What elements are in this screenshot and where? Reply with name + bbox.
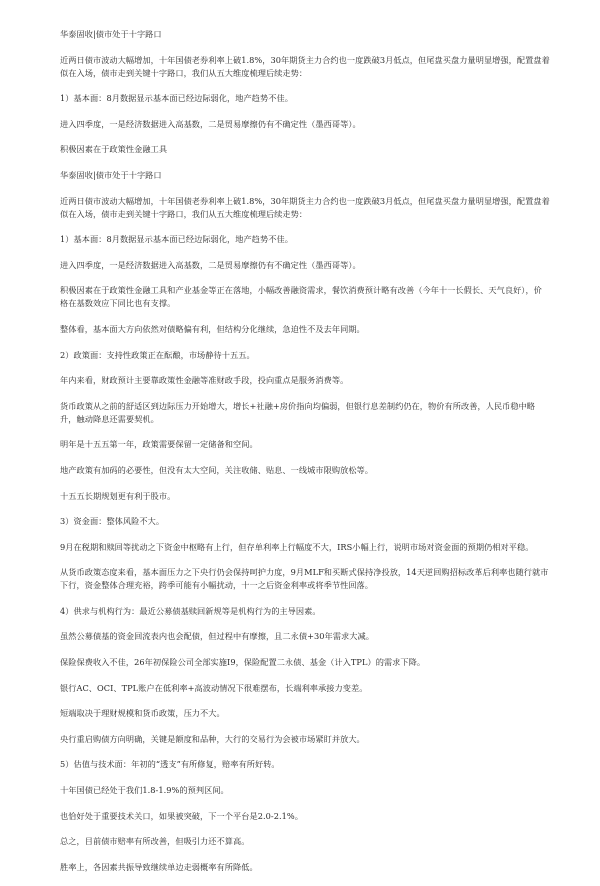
supply-demand-heading: 4）供求与机构行为：最近公募债基赎回新规等是机构行为的主导因素。 (60, 605, 321, 616)
paragraph: 保险保费收入不佳，26年初保险公司全部实施I9，保险配置二永债、基金（计入TPL）的需求下降。 (60, 657, 426, 668)
liquidity-heading: 3）资金面：整体风险不大。 (60, 516, 165, 527)
paragraph: 银行AC、OCI、TPL账户在低利率+高波动情况下很难摆布，长端利率承接力变差。 (60, 682, 368, 693)
paragraph: 9月在税期和赎回等扰动之下资金中枢略有上行，但存单利率上行幅度不大，IRS小幅上行，说明市场对资金面的预期仍相对平稳。 (60, 541, 534, 552)
paragraph: 总之，目前债市赔率有所改善，但吸引力还不算高。 (60, 836, 250, 847)
paragraph: 虽然公募债基的资金回流表内也会配债，但过程中有摩擦，且二永债+30年需求大减。 (60, 631, 374, 642)
paragraph: 也恰好处于重要技术关口，如果被突破，下一个平台是2.0-2.1%。 (60, 810, 303, 821)
paragraph: 地产政策有加码的必要性，但没有太大空间，关注收储、贴息、一线城市限购放松等。 (60, 464, 374, 475)
paragraph: 年内来看，财政预计主要靠政策性金融等准财政手段，投向重点是服务消费等。 (60, 375, 349, 386)
paragraph: 十五五长期规划更有利于股市。 (60, 490, 176, 501)
paragraph: 整体看，基本面大方向依然对债略偏有利，但结构分化继续，急迫性不及去年同期。 (60, 323, 365, 334)
paragraph: 近两日债市波动大幅增加，十年国债老券利率上破1.8%，30年期货主力合约也一度跌破3月低点，但尾盘买盘力量明显增强，配置盘着似在入场，债市走到关键十字路口，我们从五大维度梳理后续走势： (60, 195, 550, 219)
paragraph: 明年是十五五第一年，政策需要保留一定储备和空间。 (60, 439, 258, 450)
paragraph: 积极因素在于政策性金融工具和产业基金等正在落地，小幅改善融资需求，餐饮消费预计略有改善（今年十一长假长、天气良好），价格在基数效应下同比也有支撑。 (60, 285, 542, 309)
fundamentals-heading: 1）基本面：8月数据显示基本面已经边际弱化，地产趋势不佳。 (60, 93, 293, 104)
doc-title: 华泰固收|债市处于十字路口 (60, 29, 162, 39)
paragraph: 胜率上，各因素共振导致继续单边走弱概率有所降低。 (60, 861, 258, 872)
document-page (60, 28, 550, 886)
paragraph: 央行重启购债方向明确，关键是额度和品种，大行的交易行为会被市场紧盯并放大。 (60, 733, 365, 744)
paragraph: 进入四季度，一是经济数据进入高基数，二是贸易摩擦仍有不确定性（墨西哥等）。 (60, 259, 361, 270)
paragraph: 短端取决于理财规模和货币政策，压力不大。 (60, 708, 225, 719)
paragraph: 十年国债已经处于我们1.8-1.9%的预判区间。 (60, 785, 229, 796)
paragraph: 进入四季度，一是经济数据进入高基数，二是贸易摩擦仍有不确定性（墨西哥等）。 (60, 118, 361, 129)
paragraph: 货币政策从之前的舒适区到边际压力开始增大，增长+社融+房价指向均偏弱，但银行息差制约仍在，物价有所改善，人民币稳中略升，触动降息还需要契机。 (60, 400, 536, 424)
paragraph: 从货币政策态度来看，基本面压力之下央行仍会保持呵护力度，9月MLF和买断式保持净投放，14天逆回购招标改革后利率也随行就市下行，资金整体合理充裕，跨季可能有小幅扰动，十一之后资金利率或将季节性回落。 (60, 567, 549, 591)
policy-heading: 2）政策面：支持性政策正在酝酿，市场静待十五五。 (60, 349, 255, 360)
repeated-title: 华泰固收|债市处于十字路口 (60, 169, 162, 180)
valuation-heading: 5）估值与技术面：年初的“透支”有所修复，赔率有所好转。 (60, 759, 280, 770)
paragraph: 积极因素在于政策性金融工具 (60, 144, 168, 155)
paragraph: 1）基本面：8月数据显示基本面已经边际弱化，地产趋势不佳。 (60, 234, 293, 245)
intro-paragraph: 近两日债市波动大幅增加，十年国债老券利率上破1.8%，30年期货主力合约也一度跌破3月低点，但尾盘买盘力量明显增强，配置盘着似在入场，债市走到关键十字路口，我们从五大维度梳理后续走势： (60, 54, 550, 78)
